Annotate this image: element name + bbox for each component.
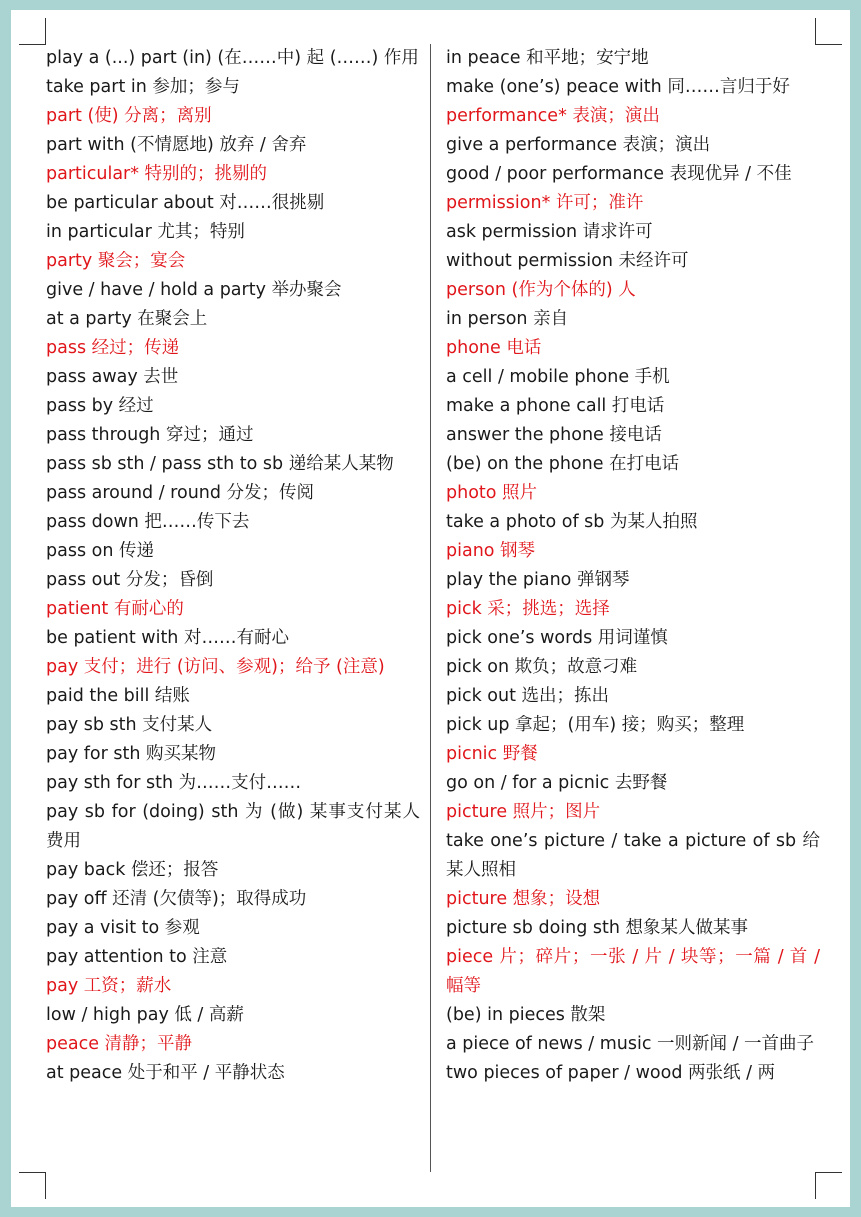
- phrase-entry: in particular 尤其；特别: [46, 222, 245, 242]
- phrase-entry: pay sb sth 支付某人: [46, 715, 213, 735]
- document-page: [11, 10, 850, 1207]
- headword-entry: phone 电话: [446, 338, 542, 358]
- phrase-entry: low / high pay 低 / 高薪: [46, 1005, 244, 1025]
- phrase-entry: pass away 去世: [46, 367, 179, 387]
- crop-mark-top-right: [815, 18, 842, 45]
- phrase-entry: give a performance 表演；演出: [446, 135, 711, 155]
- phrase-entry: in person 亲自: [446, 309, 569, 329]
- left-column: [46, 44, 420, 1088]
- phrase-entry: ask permission 请求许可: [446, 222, 653, 242]
- phrase-entry: (be) on the phone 在打电话: [446, 454, 680, 474]
- right-column: [446, 44, 820, 1088]
- phrase-entry: at a party 在聚会上: [46, 309, 208, 329]
- headword-entry: piece 片；碎片；一张 / 片 / 块等；一篇 / 首 / 幅等: [446, 947, 820, 996]
- phrase-entry: pick one’s words 用词谨慎: [446, 628, 668, 648]
- phrase-entry: take one’s picture / take a picture of sb 给某人照相: [446, 831, 820, 880]
- headword-entry: performance* 表演；演出: [446, 106, 660, 126]
- headword-entry: piano 钢琴: [446, 541, 536, 561]
- phrase-entry: pass down 把……传下去: [46, 512, 250, 532]
- phrase-entry: a piece of news / music 一则新闻 / 一首曲子: [446, 1034, 815, 1054]
- headword-entry: pay 工资；薪水: [46, 976, 172, 996]
- headword-entry: photo 照片: [446, 483, 538, 503]
- phrase-entry: pay attention to 注意: [46, 947, 228, 967]
- headword-entry: particular* 特别的；挑剔的: [46, 164, 268, 184]
- phrase-entry: play the piano 弹钢琴: [446, 570, 630, 590]
- headword-entry: patient 有耐心的: [46, 599, 184, 619]
- headword-entry: pick 采；挑选；选择: [446, 599, 610, 619]
- headword-entry: permission* 许可；准许: [446, 193, 644, 213]
- phrase-entry: pick on 欺负；故意刁难: [446, 657, 638, 677]
- phrase-entry: a cell / mobile phone 手机: [446, 367, 670, 387]
- phrase-entry: in peace 和平地；安宁地: [446, 48, 649, 68]
- phrase-entry: pass around / round 分发；传阅: [46, 483, 315, 503]
- crop-mark-top-left: [19, 18, 46, 45]
- headword-entry: pass 经过；传递: [46, 338, 180, 358]
- headword-entry: picture 照片；图片: [446, 802, 601, 822]
- phrase-entry: pay sb for (doing) sth 为 (做) 某事支付某人费用: [46, 802, 420, 851]
- headword-entry: pay 支付；进行 (访问、参观)；给予 (注意): [46, 657, 385, 677]
- phrase-entry: be particular about 对……很挑剔: [46, 193, 325, 213]
- phrase-entry: pay for sth 购买某物: [46, 744, 217, 764]
- phrase-entry: at peace 处于和平 / 平静状态: [46, 1063, 285, 1083]
- phrase-entry: without permission 未经许可: [446, 251, 689, 271]
- crop-mark-bottom-left: [19, 1172, 46, 1199]
- phrase-entry: take a photo of sb 为某人拍照: [446, 512, 698, 532]
- phrase-entry: pay back 偿还；报答: [46, 860, 219, 880]
- phrase-entry: be patient with 对……有耐心: [46, 628, 289, 648]
- phrase-entry: take part in 参加；参与: [46, 77, 240, 97]
- phrase-entry: play a (...) part (in) (在……中) 起 (……) 作用: [46, 48, 419, 68]
- column-divider: [430, 44, 431, 1172]
- headword-entry: party 聚会；宴会: [46, 251, 186, 271]
- headword-entry: person (作为个体的) 人: [446, 280, 636, 300]
- phrase-entry: pass by 经过: [46, 396, 154, 416]
- headword-entry: picture 想象；设想: [446, 889, 601, 909]
- phrase-entry: pass through 穿过；通过: [46, 425, 254, 445]
- phrase-entry: go on / for a picnic 去野餐: [446, 773, 668, 793]
- phrase-entry: make a phone call 打电话: [446, 396, 665, 416]
- phrase-entry: pay off 还清 (欠债等)；取得成功: [46, 889, 307, 909]
- crop-mark-bottom-right: [815, 1172, 842, 1199]
- phrase-entry: pay sth for sth 为……支付……: [46, 773, 302, 793]
- phrase-entry: pick out 选出；拣出: [446, 686, 610, 706]
- phrase-entry: pass sb sth / pass sth to sb 递给某人某物: [46, 454, 394, 474]
- phrase-entry: pass on 传递: [46, 541, 154, 561]
- phrase-entry: pay a visit to 参观: [46, 918, 200, 938]
- phrase-entry: give / have / hold a party 举办聚会: [46, 280, 342, 300]
- phrase-entry: pick up 拿起；(用车) 接；购买；整理: [446, 715, 745, 735]
- phrase-entry: answer the phone 接电话: [446, 425, 662, 445]
- phrase-entry: pass out 分发；昏倒: [46, 570, 214, 590]
- phrase-entry: paid the bill 结账: [46, 686, 190, 706]
- headword-entry: part (使) 分离；离别: [46, 106, 212, 126]
- phrase-entry: make (one’s) peace with 同……言归于好: [446, 77, 790, 97]
- phrase-entry: part with (不情愿地) 放弃 / 舍弃: [46, 135, 307, 155]
- phrase-entry: picture sb doing sth 想象某人做某事: [446, 918, 749, 938]
- phrase-entry: two pieces of paper / wood 两张纸 / 两: [446, 1063, 776, 1083]
- phrase-entry: (be) in pieces 散架: [446, 1005, 606, 1025]
- headword-entry: peace 清静；平静: [46, 1034, 193, 1054]
- headword-entry: picnic 野餐: [446, 744, 538, 764]
- phrase-entry: good / poor performance 表现优异 / 不佳: [446, 164, 792, 184]
